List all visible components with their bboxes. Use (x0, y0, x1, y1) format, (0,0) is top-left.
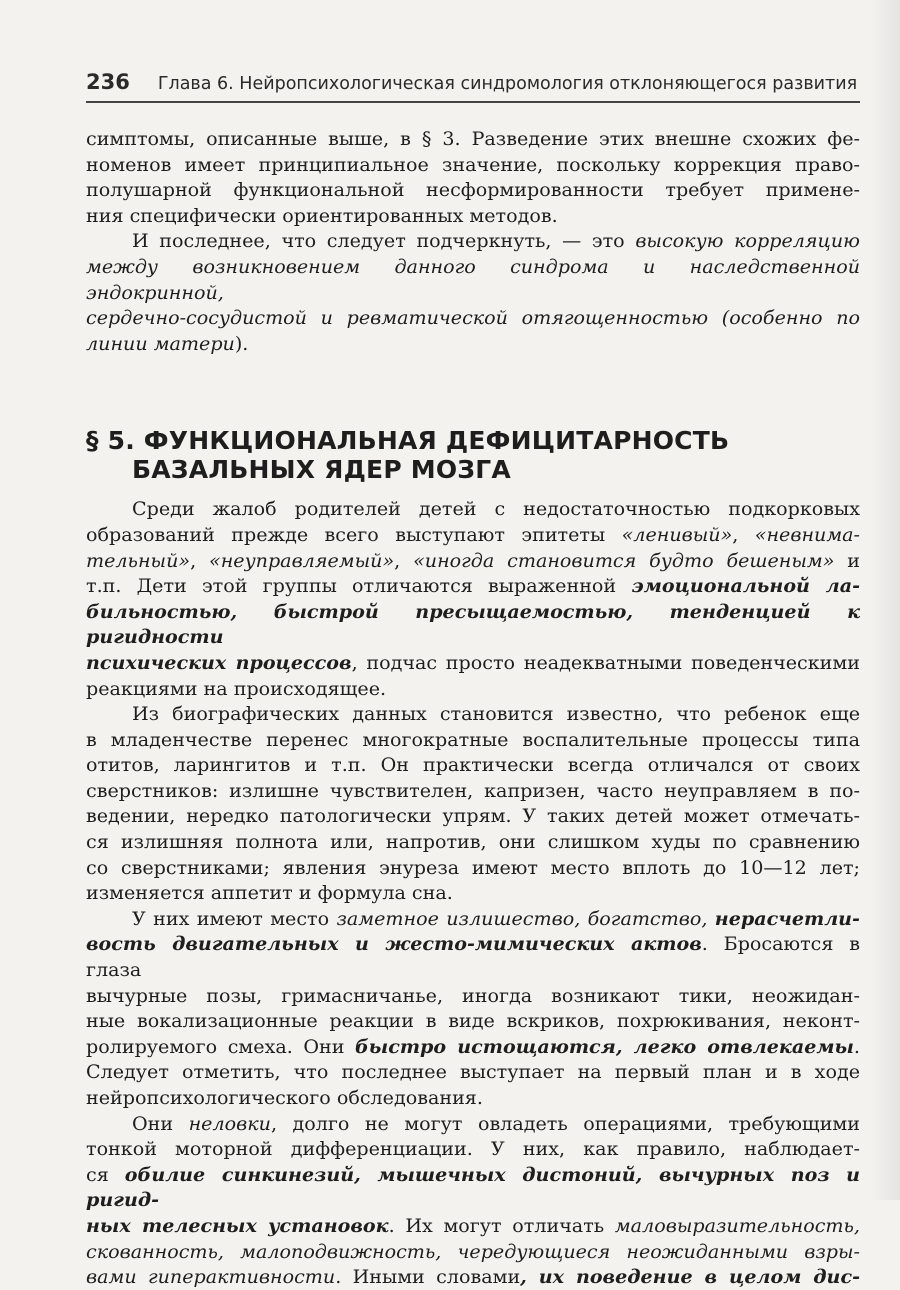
text-line: номенов имеет принципиальное значение, поскольку коррекция право- (86, 152, 860, 176)
section-heading (86, 426, 860, 484)
text-line: У них имеют место заметное излишество, богатство, нерасчетли- (132, 906, 860, 930)
text-line: ся обилие синкинезий, мышечных дистоний, вычурных поз и ригид- (86, 1162, 861, 1212)
section-heading-line-1: § 5. ФУНКЦИОНАЛЬНАЯ ДЕФИЦИТАРНОСТЬ (86, 426, 730, 456)
text-line: ся излишняя полнота или, напротив, они слишком худы по сравнению (86, 830, 860, 854)
text-line: полушарной функциональной несформированности требует примене- (86, 178, 860, 202)
page-number: 236 (86, 70, 130, 94)
text-line: симптомы, описанные выше, в § 3. Разведение этих внешне схожих фе- (86, 127, 860, 150)
paragraph-1 (86, 126, 860, 228)
header-rule (86, 101, 860, 103)
text-line: Следует отметить, что последнее выступает на первый план и в ходе (86, 1060, 860, 1084)
paragraph-6 (86, 1111, 860, 1290)
text-line: Из биографических данных становится известно, что ребенок еще (132, 702, 860, 726)
text-line: бильностью, быстрой пресыщаемостью, тенденцией к ригидности (86, 599, 860, 649)
text-line: тонкой моторной дифференциации. У них, как правило, наблюдает- (86, 1137, 860, 1161)
paragraph-4 (86, 701, 860, 906)
text-line: Среди жалоб родителей детей с недостаточностью подкорковых (132, 497, 860, 521)
text-line: в младенчестве перенес многократные воспалительные процессы типа (86, 727, 860, 751)
text-line: И последнее, что следует подчеркнуть, — это высокую корреляцию (132, 229, 860, 253)
paragraph-5 (86, 906, 860, 1111)
text-line: ведении, нередко патологически упрям. У таких детей может отмечать- (86, 804, 860, 828)
text-line: ния специфически ориентированных методов. (86, 203, 558, 227)
text-line: скованность, малоподвижность, чередующиеся неожиданными взры- (86, 1239, 860, 1263)
section-heading-line-2: БАЗАЛЬНЫХ ЯДЕР МОЗГА (132, 455, 511, 485)
paragraph-3 (86, 496, 860, 701)
text-line: между возникновением данного синдрома и наследственной эндокринной, (86, 254, 860, 304)
page-body (86, 126, 860, 1290)
running-header (86, 70, 860, 94)
text-line: ролируемого смеха. Они быстро истощаются, легко отвлекаемы. (86, 1034, 860, 1058)
page-edge-shadow (870, 0, 900, 1200)
text-line: отитов, ларингитов и т.п. Он практически всегда отличался от своих (86, 753, 860, 777)
text-line: вость двигательных и жесто-мимических актов. Бросаются в глаза (86, 932, 861, 982)
running-title: Глава 6. Нейропсихологическая синдромология отклоняющегося развития (157, 74, 858, 94)
text-line: изменяется аппетит и формула сна. (86, 881, 453, 905)
text-line: т.п. Дети этой группы отличаются выраженной эмоциональной ла- (86, 574, 860, 598)
paragraph-2 (86, 228, 860, 356)
text-line: тельный», «неуправляемый», «иногда становится будто бешеным» и (86, 548, 861, 572)
text-line: сердечно-сосудистой и ревматической отягощенностью (особенно по (86, 306, 860, 330)
text-line: линии матери). (86, 331, 249, 355)
text-line: ные вокализационные реакции в виде вскриков, похрюкивания, неконт- (86, 1009, 860, 1033)
text-line: сверстников: излишне чувствителен, капризен, часто неуправляем в по- (86, 778, 860, 802)
text-line: Они неловки, долго не могут овладеть операциями, требующими (132, 1111, 860, 1135)
text-line: образований прежде всего выступают эпитеты «ленивый», «невнима- (86, 522, 861, 546)
text-line: нейропсихологического обследования. (86, 1086, 483, 1109)
text-line: вами гиперактивности. Иными словами, их поведение в целом дис- (86, 1265, 860, 1289)
text-line: реакциями на происходящее. (86, 676, 387, 700)
text-line: со сверстниками; явления энуреза имеют место вплоть до 10—12 лет; (86, 855, 860, 879)
text-line: психических процессов, подчас просто неадекватными поведенческими (86, 650, 860, 674)
text-line: ных телесных установок. Их могут отличать маловыразительность, (86, 1213, 860, 1237)
text-line: вычурные позы, гримасничанье, иногда возникают тики, неожидан- (86, 983, 860, 1007)
